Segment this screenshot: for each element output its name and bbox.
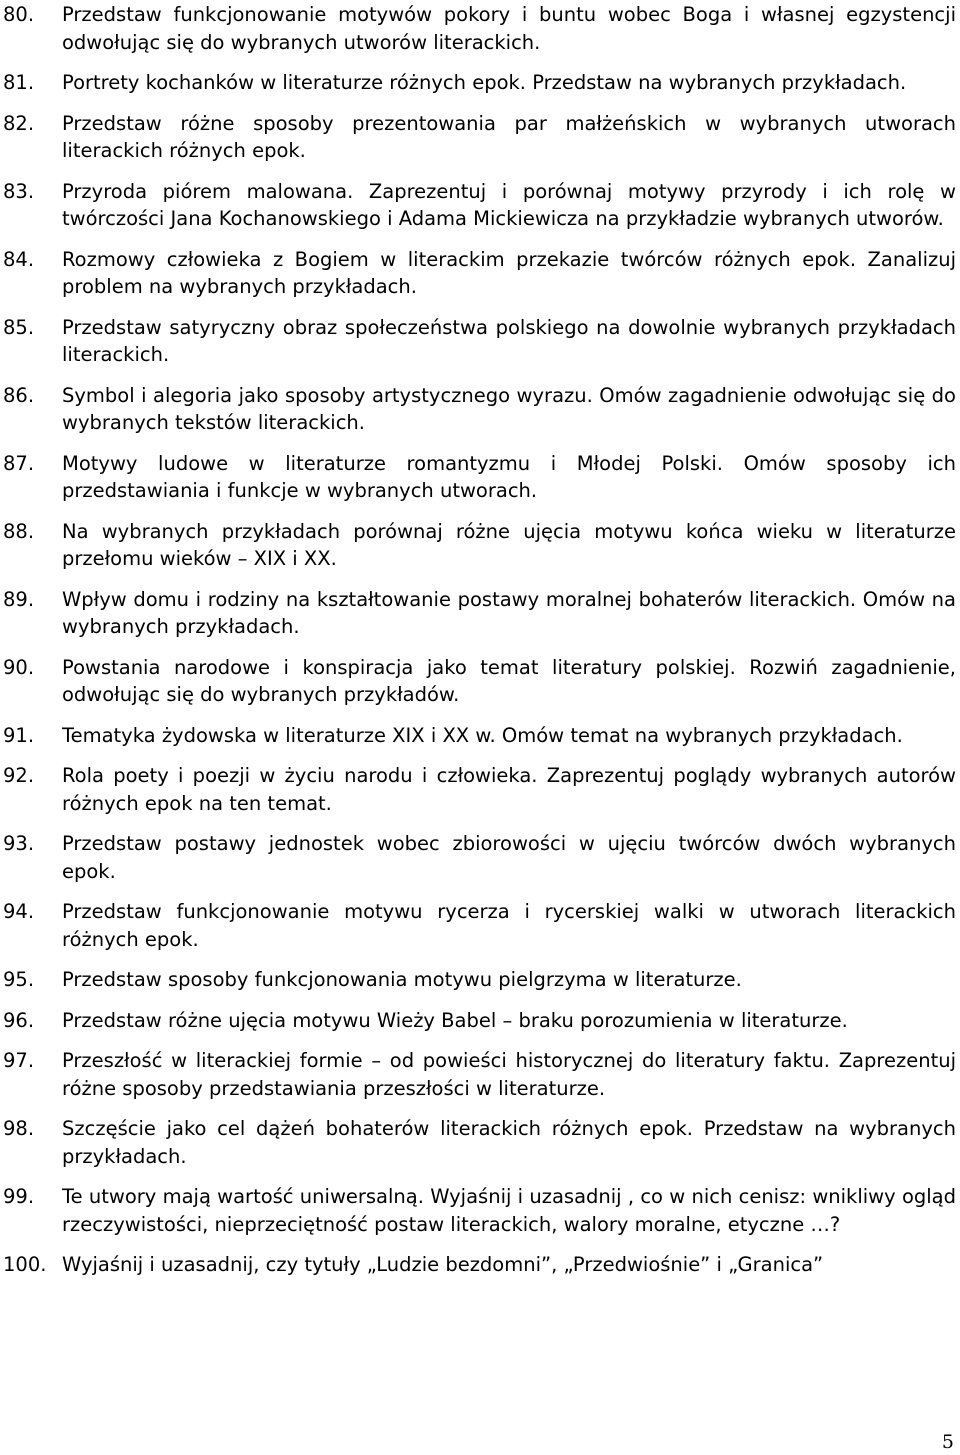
list-item (0, 762, 960, 817)
list-item (0, 1007, 960, 1035)
item-text: Te utwory mają wartość uniwersalną. Wyjaśnij i uzasadnij , co w nich cenisz: wnikliwy ogląd rzeczywistości, nieprzeciętność postaw literackich, walory moralne, etyczne …? (62, 1185, 956, 1236)
item-text: Rola poety i poezji w życiu narodu i człowieka. Zaprezentuj poglądy wybranych autorów różnych epok na ten temat. (62, 764, 956, 815)
item-text: Powstania narodowe i konspiracja jako temat literatury polskiej. Rozwiń zagadnienie, odwołując się do wybranych przykładów. (62, 655, 956, 706)
list-item (0, 314, 960, 369)
list-item (0, 382, 960, 437)
list-item (0, 1047, 960, 1102)
page-number: 5 (941, 1431, 954, 1453)
item-number: 84. (3, 247, 35, 271)
item-text: Rozmowy człowieka z Bogiem w literackim przekazie twórców różnych epok. Zanalizuj problem na wybranych przykładach. (62, 247, 956, 298)
item-number: 90. (3, 655, 35, 679)
topic-list (0, 1, 960, 1292)
list-item (0, 1251, 960, 1279)
item-number: 98. (3, 1117, 35, 1140)
item-text: Przedstaw różne sposoby prezentowania par małżeńskich w wybranych utworach literackich różnych epok. (62, 111, 956, 162)
item-text: Wyjaśnij i uzasadnij, czy tytuły „Ludzie bezdomni”, „Przedwiośnie” i „Granica” (62, 1253, 824, 1276)
list-item (0, 1, 960, 56)
item-text: Na wybranych przykładach porównaj różne ujęcia motywu końca wieku w literaturze przełomu wieków – XIX i XX. (62, 519, 956, 570)
item-number: 92. (3, 764, 35, 787)
item-number: 96. (3, 1008, 35, 1032)
item-text: Szczęście jako cel dążeń bohaterów literackich różnych epok. Przedstaw na wybranych przykładach. (62, 1117, 956, 1168)
item-number: 87. (3, 451, 35, 475)
item-number: 91. (3, 723, 35, 747)
item-text: Symbol i alegoria jako sposoby artystycznego wyrazu. Omów zagadnienie odwołując się do wybranych tekstów literackich. (62, 383, 956, 434)
item-number: 88. (3, 519, 35, 543)
list-item (0, 830, 960, 885)
item-text: Przyroda piórem malowana. Zaprezentuj i porównaj motywy przyrody i ich rolę w twórczości Jana Kochanowskiego i Adama Mickiewicza na przykładzie wybranych utworów. (62, 179, 956, 230)
item-number: 97. (3, 1049, 35, 1072)
item-number: 85. (3, 315, 35, 339)
list-item (0, 586, 960, 641)
list-item (0, 110, 960, 165)
item-number: 83. (3, 179, 35, 203)
item-number: 81. (3, 71, 35, 94)
item-text: Przedstaw satyryczny obraz społeczeństwa polskiego na dowolnie wybranych przykładach literackich. (62, 315, 956, 366)
list-item (0, 518, 960, 573)
list-item (0, 1183, 960, 1238)
item-text: Przedstaw funkcjonowanie motywów pokory i buntu wobec Boga i własnej egzystencji odwołując się do wybranych utworów literackich. (62, 3, 956, 54)
item-number: 94. (3, 900, 35, 923)
list-item (0, 69, 960, 97)
item-text: Przedstaw postawy jednostek wobec zbiorowości w ujęciu twórców dwóch wybranych epok. (62, 832, 956, 883)
list-item (0, 966, 960, 994)
item-text: Motywy ludowe w literaturze romantyzmu i Młodej Polski. Omów sposoby ich przedstawiania i funkcje w wybranych utworach. (62, 451, 956, 502)
list-item (0, 654, 960, 709)
item-number: 82. (3, 111, 35, 135)
item-text: Przeszłość w literackiej formie – od powieści historycznej do literatury faktu. Zaprezentuj różne sposoby przedstawiania przeszłości w literaturze. (62, 1049, 956, 1100)
item-text: Tematyka żydowska w literaturze XIX i XX w. Omów temat na wybranych przykładach. (62, 723, 903, 747)
item-number: 89. (3, 587, 35, 611)
list-item (0, 722, 960, 750)
item-text: Przedstaw różne ujęcia motywu Wieży Babel – braku porozumienia w literaturze. (62, 1008, 848, 1032)
item-number: 80. (3, 3, 35, 26)
item-text: Wpływ domu i rodziny na kształtowanie postawy moralnej bohaterów literackich. Omów na wybranych przykładach. (62, 587, 956, 638)
item-text: Portrety kochanków w literaturze różnych epok. Przedstaw na wybranych przykładach. (62, 71, 907, 94)
list-item (0, 246, 960, 301)
item-text: Przedstaw funkcjonowanie motywu rycerza i rycerskiej walki w utworach literackich różnych epok. (62, 900, 956, 951)
list-item (0, 898, 960, 953)
list-item (0, 450, 960, 505)
item-number: 100. (3, 1253, 47, 1276)
list-item (0, 1115, 960, 1170)
item-number: 99. (3, 1185, 35, 1208)
item-number: 86. (3, 383, 35, 407)
item-text: Przedstaw sposoby funkcjonowania motywu pielgrzyma w literaturze. (62, 968, 742, 991)
item-number: 95. (3, 968, 35, 991)
item-number: 93. (3, 832, 35, 855)
list-item (0, 178, 960, 233)
